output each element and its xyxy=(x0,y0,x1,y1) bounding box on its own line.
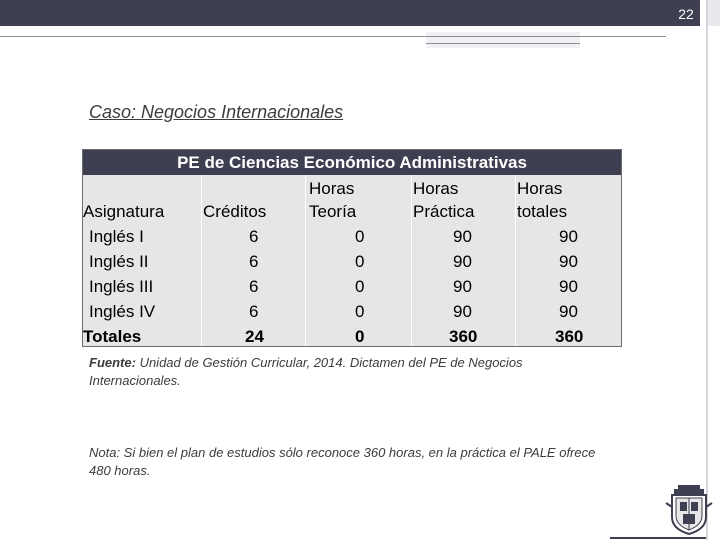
table-caption: PE de Ciencias Económico Administrativas xyxy=(83,150,621,175)
header-asignatura: Asignatura xyxy=(83,202,165,221)
totals-cell: 24 xyxy=(245,327,264,346)
header-teoria-line2: Teoría xyxy=(309,202,357,221)
slide-number: 22 xyxy=(678,6,694,22)
header-practica-line2: Práctica xyxy=(413,202,475,221)
table-cell: 0 xyxy=(355,252,365,271)
right-edge-rule xyxy=(706,0,708,540)
table-cell: Inglés IV xyxy=(89,302,156,321)
table-body xyxy=(83,175,621,346)
header-teoria-line1: Horas xyxy=(309,179,355,198)
pe-table xyxy=(82,149,622,347)
header-accent-band xyxy=(426,32,580,48)
table-cell: 90 xyxy=(453,227,472,246)
header-rule xyxy=(0,36,666,37)
footer-rule xyxy=(610,537,706,539)
column-divider xyxy=(515,175,516,346)
table-cell: 90 xyxy=(559,252,578,271)
column-divider xyxy=(305,175,306,346)
note-text: Nota: Si bien el plan de estudios sólo reconoce 360 horas, en la práctica el PALE ofrece 480 horas. xyxy=(89,445,596,478)
table-cell: 6 xyxy=(249,252,259,271)
table-cell: 90 xyxy=(453,302,472,321)
table-cell: 0 xyxy=(355,302,365,321)
header-practica-line1: Horas xyxy=(413,179,459,198)
header-accent-rule xyxy=(426,43,580,44)
table-cell: 6 xyxy=(249,277,259,296)
table-cell: 6 xyxy=(249,227,259,246)
table-cell: 90 xyxy=(453,277,472,296)
totals-label: Totales xyxy=(83,327,142,346)
source-citation xyxy=(89,354,609,390)
table-cell: 0 xyxy=(355,277,365,296)
table-cell: Inglés III xyxy=(89,277,154,296)
table-cell: 6 xyxy=(249,302,259,321)
totals-cell: 0 xyxy=(355,327,365,346)
totals-cell: 360 xyxy=(555,327,584,346)
header-totales-line2: totales xyxy=(517,202,568,221)
header-creditos: Créditos xyxy=(203,202,267,221)
top-banner xyxy=(0,0,700,26)
table-cell: 0 xyxy=(355,227,365,246)
header-totales-line1: Horas xyxy=(517,179,563,198)
source-label: Fuente: xyxy=(89,355,136,370)
slide-title: Caso: Negocios Internacionales xyxy=(89,102,344,122)
table-cell: 90 xyxy=(453,252,472,271)
column-divider xyxy=(411,175,412,346)
source-text: Unidad de Gestión Curricular, 2014. Dictamen del PE de Negocios Internacionales. xyxy=(89,355,523,388)
table-cell: Inglés I xyxy=(89,227,144,246)
right-corner-strip xyxy=(708,0,720,26)
totals-cell: 360 xyxy=(449,327,478,346)
university-seal-icon xyxy=(664,483,714,535)
table-cell: 90 xyxy=(559,302,578,321)
table-cell: Inglés II xyxy=(89,252,149,271)
table-cell: 90 xyxy=(559,227,578,246)
table-cell: 90 xyxy=(559,277,578,296)
column-divider xyxy=(201,175,202,346)
